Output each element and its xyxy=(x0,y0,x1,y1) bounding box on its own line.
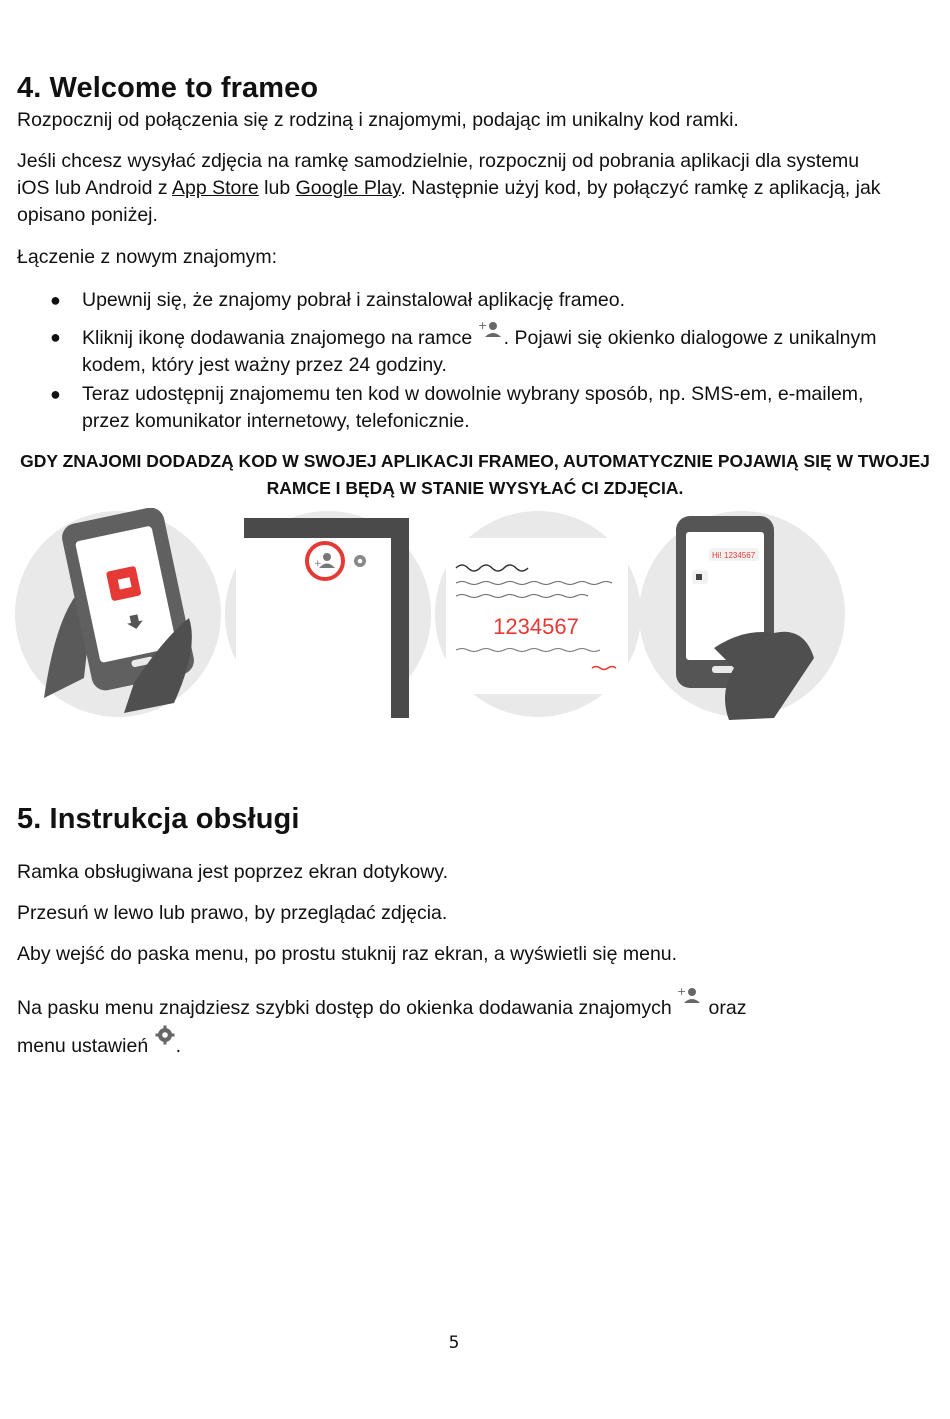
chat-bubble-text: Hi! 1234567 xyxy=(712,551,756,560)
section-4-app-paragraph xyxy=(17,148,897,229)
app-paragraph-or: lub xyxy=(258,177,296,199)
line-5-text-after: . xyxy=(175,1035,181,1057)
connect-label: Łączenie z nowym znajomym: xyxy=(17,246,278,268)
add-friend-icon xyxy=(478,320,504,340)
app-paragraph-text-1: Jeśli chcesz wysyłać zdjęcia na ramkę samodzielnie, rozpocznij od pobrania aplikacji dla systemu iOS lub Android z xyxy=(17,150,860,199)
section-5-line-4 xyxy=(17,986,917,1022)
svg-text:+: + xyxy=(477,320,487,332)
section-5-line-3: Aby wejść do paska menu, po prostu stuknij raz ekran, a wyświetli się menu. xyxy=(17,943,678,965)
list-item-text: Kliknij ikonę dodawania znajomego na ramce xyxy=(82,327,478,349)
bullet-dot: ● xyxy=(50,327,61,347)
line-4-text: Na pasku menu znajdziesz szybki dostęp do okienka dodawania znajomych xyxy=(17,997,678,1019)
settings-icon xyxy=(354,555,366,567)
svg-text:+: + xyxy=(677,986,687,998)
notice-banner: GDY ZNAJOMI DODADZĄ KOD W SWOJEJ APLIKACJI FRAMEO, AUTOMATYCZNIE POJAWIĄ SIĘ W TWOJEJ RAMCE I BĘDĄ W STANIE WYSYŁAĆ CI ZDJĘCIA. xyxy=(20,451,930,498)
chat-phone-icon xyxy=(639,511,845,720)
section-5-line-5 xyxy=(17,1032,181,1060)
list-item-text: Teraz udostępnij znajomemu ten kod w dowolnie wybrany sposób, np. SMS-em, e-mailem, przez komunikator internetowy, telefonicznie. xyxy=(82,383,864,432)
code-display: 1234567 xyxy=(493,614,579,639)
section-5-heading: 5. Instrukcja obsługi xyxy=(17,803,300,835)
bullet-dot: ● xyxy=(50,384,61,404)
list-item-text-after: . Pojawi się okienko dialogowe z unikalnym kodem, który jest ważny przez 24 godziny. xyxy=(82,327,877,376)
connection-steps-illustration xyxy=(14,508,854,720)
section-4-intro: Rozpocznij od połączenia się z rodziną i znajomymi, podając im unikalny kod ramki. xyxy=(17,109,739,131)
svg-text:+: + xyxy=(314,559,322,569)
code-dialog-icon xyxy=(435,511,641,717)
line-5-text: menu ustawień xyxy=(17,1035,154,1057)
frame-menu-bar xyxy=(225,511,431,718)
line-4-text-after: oraz xyxy=(703,997,747,1019)
settings-icon xyxy=(154,1025,176,1045)
app-store-link[interactable]: App Store xyxy=(172,177,259,199)
section-5-line-1: Ramka obsługiwana jest poprzez ekran dotykowy. xyxy=(17,861,449,883)
list-item xyxy=(17,381,897,435)
app-paragraph-text-2: . Następnie użyj kod, by połączyć ramkę z aplikacją, jak opisano poniżej. xyxy=(17,177,881,226)
list-item xyxy=(17,287,897,314)
list-item xyxy=(17,320,897,379)
connect-steps-list xyxy=(17,287,897,435)
section-5-line-2: Przesuń w lewo lub prawo, by przeglądać zdjęcia. xyxy=(17,902,448,924)
bullet-dot: ● xyxy=(50,290,61,310)
page-number: 5 xyxy=(448,1333,460,1353)
list-item-text: Upewnij się, że znajomy pobrał i zainstalował aplikację frameo. xyxy=(82,289,626,311)
section-4-heading: 4. Welcome to frameo xyxy=(17,72,319,104)
phone-download-icon xyxy=(15,508,221,717)
add-friend-icon xyxy=(677,986,703,1006)
google-play-link[interactable]: Google Play xyxy=(295,177,401,199)
